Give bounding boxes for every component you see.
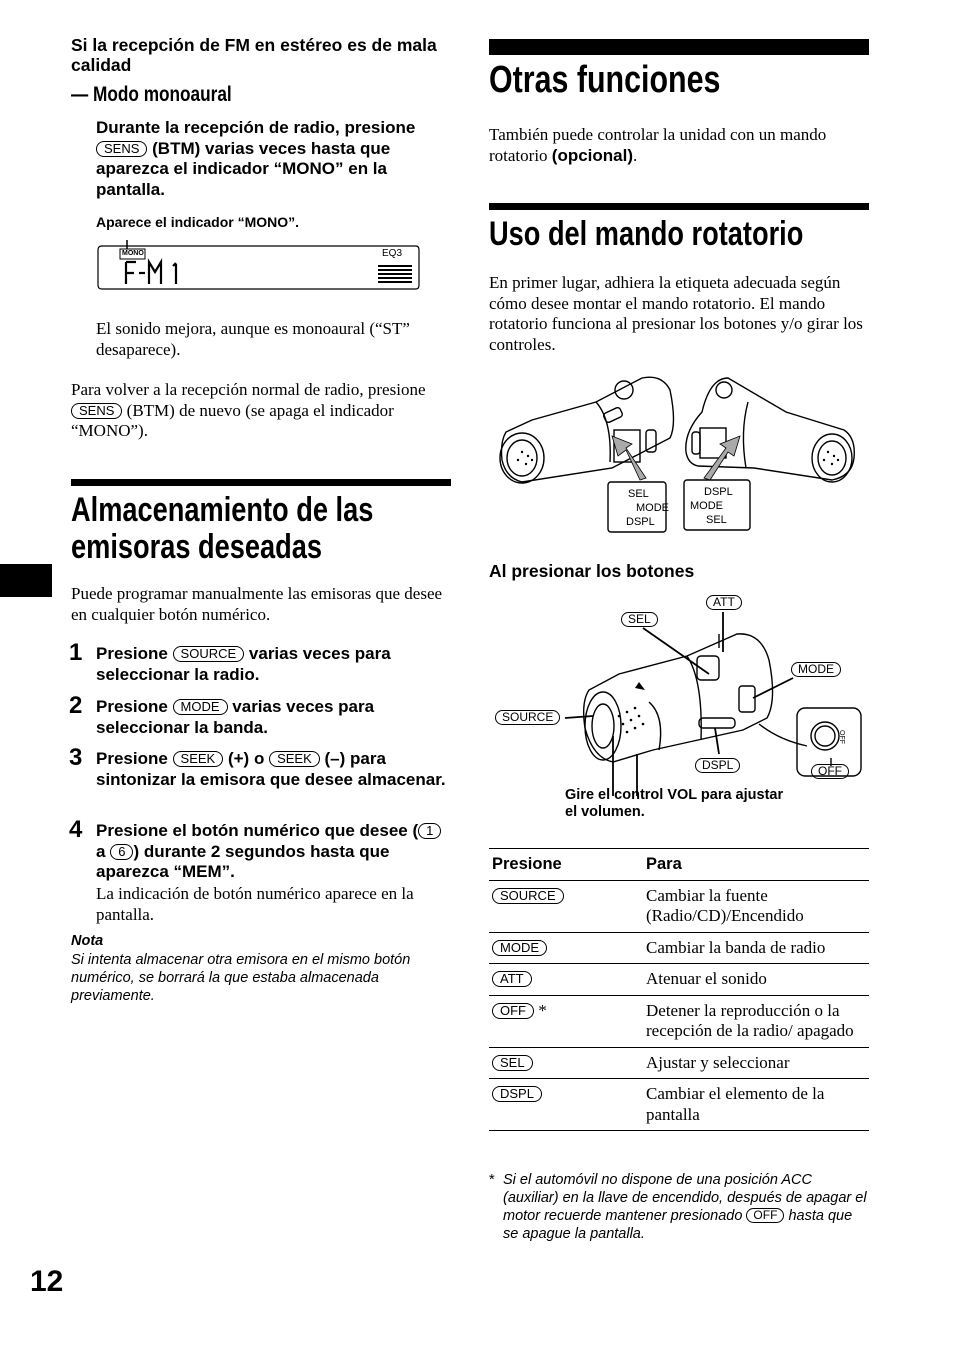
step-number-3: 3 — [69, 744, 83, 771]
label-left-mode: MODE — [636, 502, 669, 514]
row-button-label: SEL — [492, 1055, 533, 1071]
table-row: SOURCE Cambiar la fuente (Radio/CD)/Encendido — [489, 880, 869, 932]
label-right-sel: SEL — [706, 514, 727, 526]
lcd-display-illustration — [96, 240, 420, 292]
mando-intro: En primer lugar, adhiera la etiqueta adecuada según cómo desee montar el mando rotatorio. El mando rotatorio funciona al presionar los botones y/o girar los controles. — [489, 273, 863, 354]
step-number-1: 1 — [69, 639, 83, 666]
table-row: SEL Ajustar y seleccionar — [489, 1047, 869, 1079]
fm-subheading: — Modo monoaural — [71, 83, 232, 106]
otras-intro: También puede controlar la unidad con un mando rotatorio (opcional). — [489, 125, 827, 165]
store-intro: Puede programar manualmente las emisoras que desee en cualquier botón numérico. — [71, 584, 443, 624]
page-tab-marker — [0, 564, 52, 597]
diagram-mode-label: MODE — [791, 662, 841, 677]
step-3: Presione SEEK (+) o SEEK (–) para sintonizar la emisora que desee almacenar. — [96, 749, 446, 789]
fm-return: Para volver a la recepción normal de radio, presione SENS (BTM) de nuevo (se apaga el indicador “MONO”). — [71, 380, 426, 440]
step-1: Presione SOURCE varias veces para seleccionar la radio. — [96, 644, 391, 684]
rotary-label-illustration — [492, 372, 866, 536]
footnote-text: Si el automóvil no dispone de una posición ACC (auxiliar) en la llave de encendido, después de apagar el motor recuerde mantener presionado OFF hasta que se apague la pantalla. — [503, 1172, 867, 1242]
display-caption: Aparece el indicador “MONO”. — [96, 214, 300, 230]
sens-button-label: SENS — [96, 141, 147, 157]
table-row: DSPL Cambiar el elemento de la pantalla — [489, 1079, 869, 1131]
section-rule-otras — [489, 39, 869, 55]
vol-caption: Gire el control VOL para ajustar el volumen. — [565, 787, 784, 820]
section-rule-mando — [489, 203, 869, 210]
label-right-mode: MODE — [690, 500, 723, 512]
row-button-label: MODE — [492, 940, 547, 956]
row-button-label: SOURCE — [492, 888, 564, 904]
table-header — [489, 849, 869, 881]
diagram-off-label: OFF — [811, 764, 849, 779]
row-button-label: ATT — [492, 971, 532, 987]
fm-step: Durante la recepción de radio, presione SENS (BTM) varias veces hasta que aparezca el indicador “MONO” en la pantalla. — [96, 118, 416, 199]
step-4: Presione el botón numérico que desee ( 1 a 6 ) durante 2 segundos hasta que aparezca “MEM”. — [96, 821, 451, 883]
function-table — [489, 848, 869, 1131]
table-row: ATT Atenuar el sonido — [489, 964, 869, 996]
step-number-4: 4 — [69, 816, 83, 843]
table-header-para: Para — [646, 855, 682, 873]
store-title: Almacenamiento de las emisoras deseadas — [71, 491, 374, 566]
mono-indicator: MONO — [122, 250, 144, 257]
row-button-label: OFF — [492, 1003, 534, 1019]
eq-indicator: EQ3 — [382, 248, 403, 259]
row-button-label: DSPL — [492, 1086, 542, 1102]
diagram-source-label: SOURCE — [495, 710, 560, 725]
sens-button-label-2: SENS — [71, 403, 122, 419]
table-header-presione: Presione — [492, 855, 562, 873]
table-row: MODE Cambiar la banda de radio — [489, 932, 869, 964]
diagram-off-small-label: OFF — [838, 730, 845, 744]
label-left-dspl: DSPL — [626, 516, 655, 528]
diagram-att-label: ATT — [706, 595, 742, 610]
step-2: Presione MODE varias veces para seleccionar la banda. — [96, 697, 375, 737]
fm-heading: Si la recepción de FM en estéreo es de mala calidad — [71, 35, 437, 75]
press-heading: Al presionar los botones — [489, 561, 695, 581]
note-title: Nota — [71, 933, 104, 949]
section-rule-store — [71, 479, 451, 486]
diagram-dspl-label: DSPL — [695, 758, 740, 773]
label-left-sel: SEL — [628, 488, 649, 500]
diagram-sel-label: SEL — [621, 612, 658, 627]
footnote-star: * — [489, 1172, 495, 1188]
otras-title: Otras funciones — [489, 59, 721, 101]
step-4-detail: La indicación de botón numérico aparece en la pantalla. — [96, 884, 414, 924]
step-number-2: 2 — [69, 692, 83, 719]
table-row: OFF * Detener la reproducción o la recepción de la radio/ apagado — [489, 995, 869, 1047]
page-number: 12 — [30, 1265, 64, 1298]
label-right-dspl: DSPL — [704, 486, 733, 498]
fm-result: El sonido mejora, aunque es monoaural (“ST” desaparece). — [96, 319, 410, 359]
note-text: Si intenta almacenar otra emisora en el mismo botón numérico, se borrará la que estaba almacenada previamente. — [71, 952, 411, 1004]
mando-title: Uso del mando rotatorio — [489, 215, 804, 253]
